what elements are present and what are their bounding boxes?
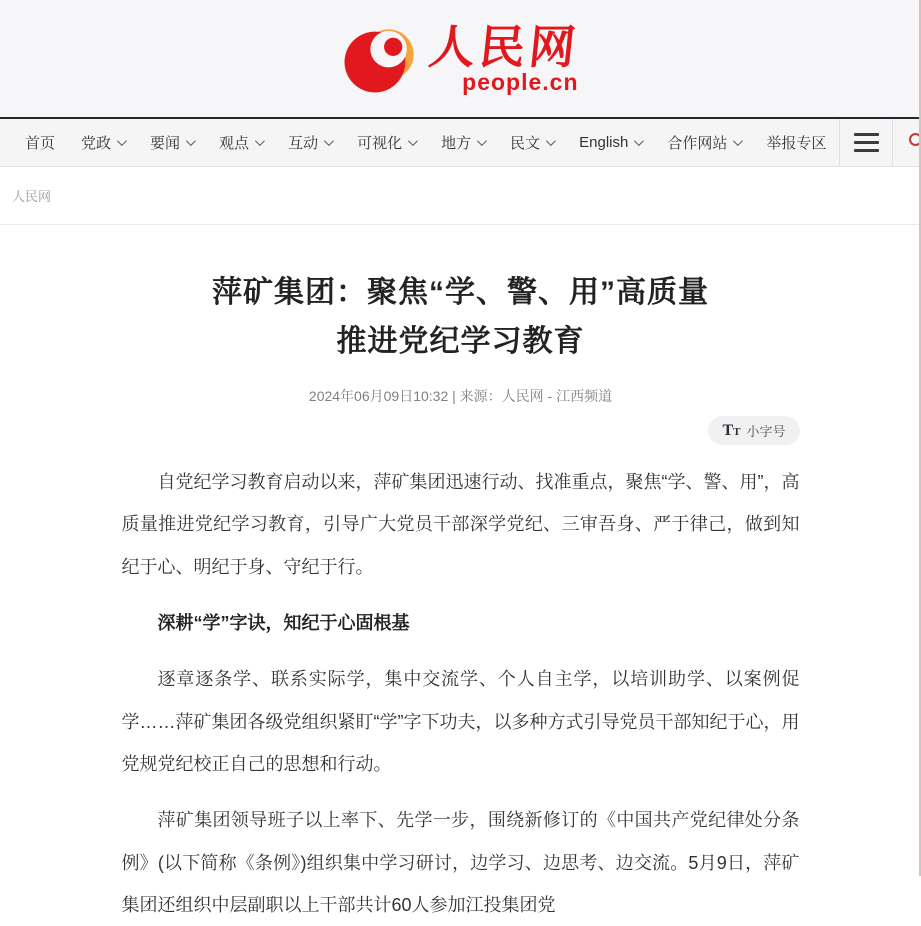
main-nav bbox=[0, 117, 921, 167]
nav-item-difang[interactable] bbox=[428, 119, 497, 166]
nav-item-label: 民文 bbox=[510, 135, 541, 152]
search-icon bbox=[908, 132, 921, 154]
nav-item-home[interactable] bbox=[12, 119, 68, 166]
chevron-down-icon bbox=[255, 136, 265, 146]
nav-item-guandian[interactable] bbox=[206, 119, 275, 166]
article-body bbox=[122, 461, 800, 926]
nav-item-label: English bbox=[579, 134, 629, 151]
nav-item-label: 观点 bbox=[219, 135, 250, 152]
nav-item-label: 党政 bbox=[81, 135, 112, 152]
site-header bbox=[0, 0, 921, 117]
search-button[interactable] bbox=[893, 119, 921, 166]
article-meta: 2024年06月09日10:32 | 来源：人民网 - 江西频道 bbox=[308, 388, 613, 405]
breadcrumb[interactable]: 人民网 bbox=[12, 189, 52, 204]
nav-item-jubaozhuanqu[interactable] bbox=[753, 119, 839, 166]
nav-item-minwen[interactable] bbox=[497, 119, 566, 166]
chevron-down-icon bbox=[634, 136, 644, 146]
nav-item-label: 举报专区 bbox=[766, 135, 827, 152]
chevron-down-icon bbox=[546, 136, 556, 146]
font-tool-row bbox=[122, 416, 800, 445]
nav-item-hezuowangzhan[interactable] bbox=[654, 119, 753, 166]
nav-item-label: 首页 bbox=[25, 135, 56, 152]
nav-item-label: 互动 bbox=[288, 135, 319, 152]
section-heading: 深耕“学”字诀，知纪于心固根基 bbox=[157, 613, 410, 634]
nav-item-label: 可视化 bbox=[357, 135, 403, 152]
people-logo[interactable] bbox=[343, 18, 582, 100]
nav-item-english[interactable] bbox=[566, 119, 654, 166]
chevron-down-icon bbox=[733, 136, 743, 146]
chevron-down-icon bbox=[324, 136, 334, 146]
logo-text bbox=[425, 21, 582, 96]
nav-item-label: 地方 bbox=[441, 135, 472, 152]
article-title-line1: 萍矿集团：聚焦“学、警、用”高质量 bbox=[212, 276, 709, 309]
font-size-icon: TT bbox=[722, 421, 741, 439]
chevron-down-icon bbox=[408, 136, 418, 146]
chevron-down-icon bbox=[186, 136, 196, 146]
nav-item-hudong[interactable] bbox=[275, 119, 344, 166]
logo-cn-text: 人民网 bbox=[425, 21, 582, 73]
nav-item-label: 合作网站 bbox=[667, 135, 728, 152]
article-paragraph-3: 萍矿集团领导班子以上率下、先学一步，围绕新修订的《中国共产党纪律处分条例》(以下简称《条例》)组织集中学习研讨，边学习、边思考、边交流。5月9日，萍矿集团还组织中层副职以上干部共计60人参加江投集团党 bbox=[121, 810, 800, 915]
article-paragraph-1: 自党纪学习教育启动以来，萍矿集团迅速行动、找准重点，聚焦“学、警、用”，高质量推进党纪学习教育，引导广大党员干部深学党纪、三审吾身、严于律己，做到知纪于心、明纪于身、守纪于行。 bbox=[121, 472, 800, 577]
font-size-label: 小字号 bbox=[746, 424, 786, 440]
nav-item-dangzheng[interactable] bbox=[68, 119, 137, 166]
article-title bbox=[122, 269, 800, 366]
article-title-line2: 推进党纪学习教育 bbox=[336, 324, 585, 358]
menu-button[interactable] bbox=[840, 119, 892, 166]
article-paragraph-2: 逐章逐条学、联系实际学，集中交流学、个人自主学，以培训助学、以案例促学……萍矿集团各级党组织紧盯“学”字下功夫，以多种方式引导党员干部知纪于心，用党规党纪校正自己的思想和行动。 bbox=[121, 669, 800, 774]
menu-icon bbox=[854, 133, 879, 152]
nav-item-label: 要闻 bbox=[150, 135, 181, 152]
chevron-down-icon bbox=[117, 136, 127, 146]
logo-en-text: people.cn bbox=[462, 69, 579, 96]
people-logo-icon bbox=[343, 18, 419, 100]
article bbox=[122, 225, 800, 926]
chevron-down-icon bbox=[477, 136, 487, 146]
nav-item-keshihua[interactable] bbox=[344, 119, 428, 166]
font-size-button[interactable] bbox=[708, 416, 799, 445]
nav-item-yaowen[interactable] bbox=[137, 119, 206, 166]
breadcrumb-bar bbox=[0, 167, 921, 225]
nav-right-tools bbox=[839, 119, 921, 166]
